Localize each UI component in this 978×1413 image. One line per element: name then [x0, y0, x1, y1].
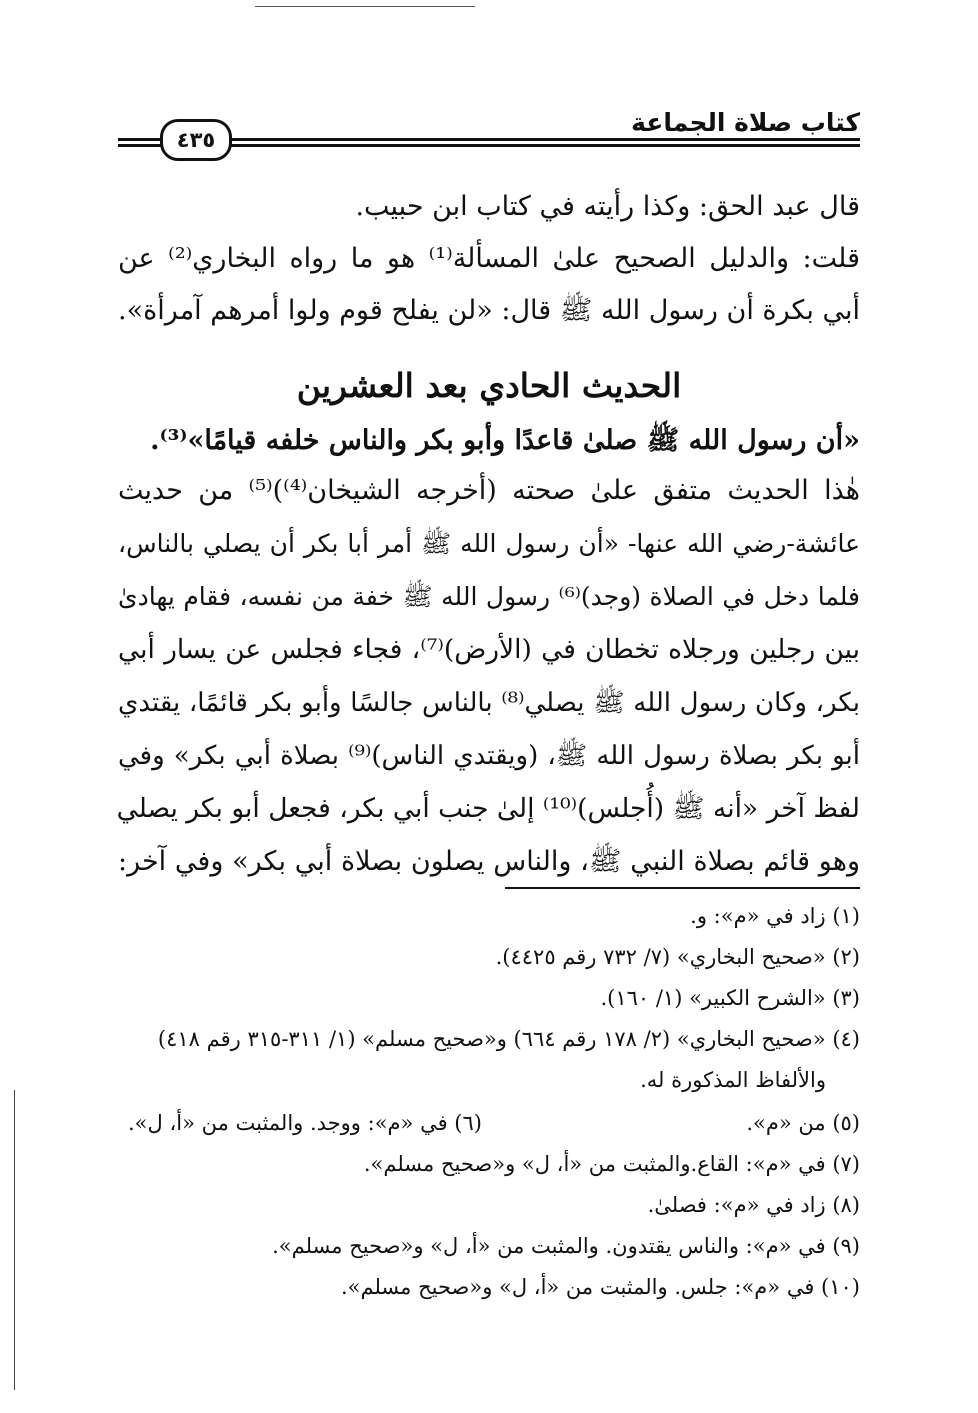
footnote-8: (٨) زاد في «م»: فصلىٰ. [647, 1193, 860, 1217]
intro-line-2: قلت: والدليل الصحيح علىٰ المسألة⁽¹⁾ هو ما رواه البخاري⁽²⁾ عن [118, 243, 860, 274]
footnote-1: (١) زاد في «م»: و. [690, 904, 860, 928]
running-header-title: كتاب صلاة الجماعة [631, 108, 860, 137]
body-line-5: بكر، وكان رسول الله ﷺ يصلي⁽⁸⁾ بالناس جالسًا وأبو بكر قائمًا، يقتدي [118, 688, 860, 718]
footnote-4: (٤) «صحيح البخاري» (٢/ ١٧٨ رقم ٦٦٤) و«صحيح مسلم» (١/ ٣١١-٣١٥ رقم ٤١٨) [157, 1027, 860, 1051]
footnote-7: (٧) في «م»: القاع.والمثبت من «أ، ل» و«صحيح مسلم». [363, 1152, 860, 1176]
intro-line-3: أبي بكرة أن رسول الله ﷺ قال: «لن يفلح قوم ولوا أمرهم آمرأة». [118, 295, 860, 326]
body-line-8: وهو قائم بصلاة النبي ﷺ، والناس يصلون بصلاة أبي بكر» وفي آخر: [118, 846, 860, 877]
footnote-9: (٩) في «م»: والناس يقتدون. والمثبت من «أ، ل» و«صحيح مسلم». [272, 1234, 860, 1258]
footnote-2: (٢) «صحيح البخاري» (٧/ ٧٣٢ رقم ٤٤٢٥). [495, 945, 860, 969]
footnote-10: (١٠) في «م»: جلس. والمثبت من «أ، ل» و«صحيح مسلم». [340, 1275, 860, 1299]
footnote-4-continuation: والألفاظ المذكورة له. [640, 1068, 826, 1092]
footnote-6: (٦) في «م»: ووجد. والمثبت من «أ، ل». [128, 1111, 482, 1135]
intro-line-1: قال عبد الحق: وكذا رأيته في كتاب ابن حبيب. [355, 191, 860, 222]
footnote-separator [505, 887, 860, 889]
body-line-2: عائشة-رضي الله عنها- «أن رسول الله ﷺ أمر أبا بكر أن يصلي بالناس، [118, 529, 860, 558]
hadith-heading: الحديث الحادي بعد العشرين [296, 366, 682, 405]
footnote-5: (٥) من «م». [746, 1111, 860, 1135]
body-line-3: فلما دخل في الصلاة (وجد)⁽⁶⁾ رسول الله ﷺ خفة من نفسه، فقام يهادىٰ [118, 582, 860, 611]
top-scan-rule [255, 6, 475, 7]
scan-edge-line [14, 1090, 15, 1390]
body-line-1: هٰذا الحديث متفق علىٰ صحته (أخرجه الشيخان⁽⁴⁾)⁽⁵⁾ من حديث [118, 475, 861, 506]
page-number-badge: ٤٣٥ [160, 119, 232, 161]
body-line-6: أبو بكر بصلاة رسول الله ﷺ، (ويقتدي الناس)⁽⁹⁾ بصلاة أبي بكر» وفي [118, 741, 861, 771]
body-line-7: لفظ آخر «أنه ﷺ (أُجلس)⁽¹⁰⁾ إلىٰ جنب أبي بكر، فجعل أبو بكر يصلي [116, 793, 860, 824]
body-line-4: بين رجلين ورجلاه تخطان في (الأرض)⁽⁷⁾، فجاء فجلس عن يسار أبي [118, 634, 860, 665]
hadith-text: «أن رسول الله ﷺ صلىٰ قاعدًا وأبو بكر والناس خلفه قيامًا»⁽³⁾. [150, 425, 860, 456]
footnote-3: (٣) «الشرح الكبير» (١/ ١٦٠). [600, 986, 860, 1010]
